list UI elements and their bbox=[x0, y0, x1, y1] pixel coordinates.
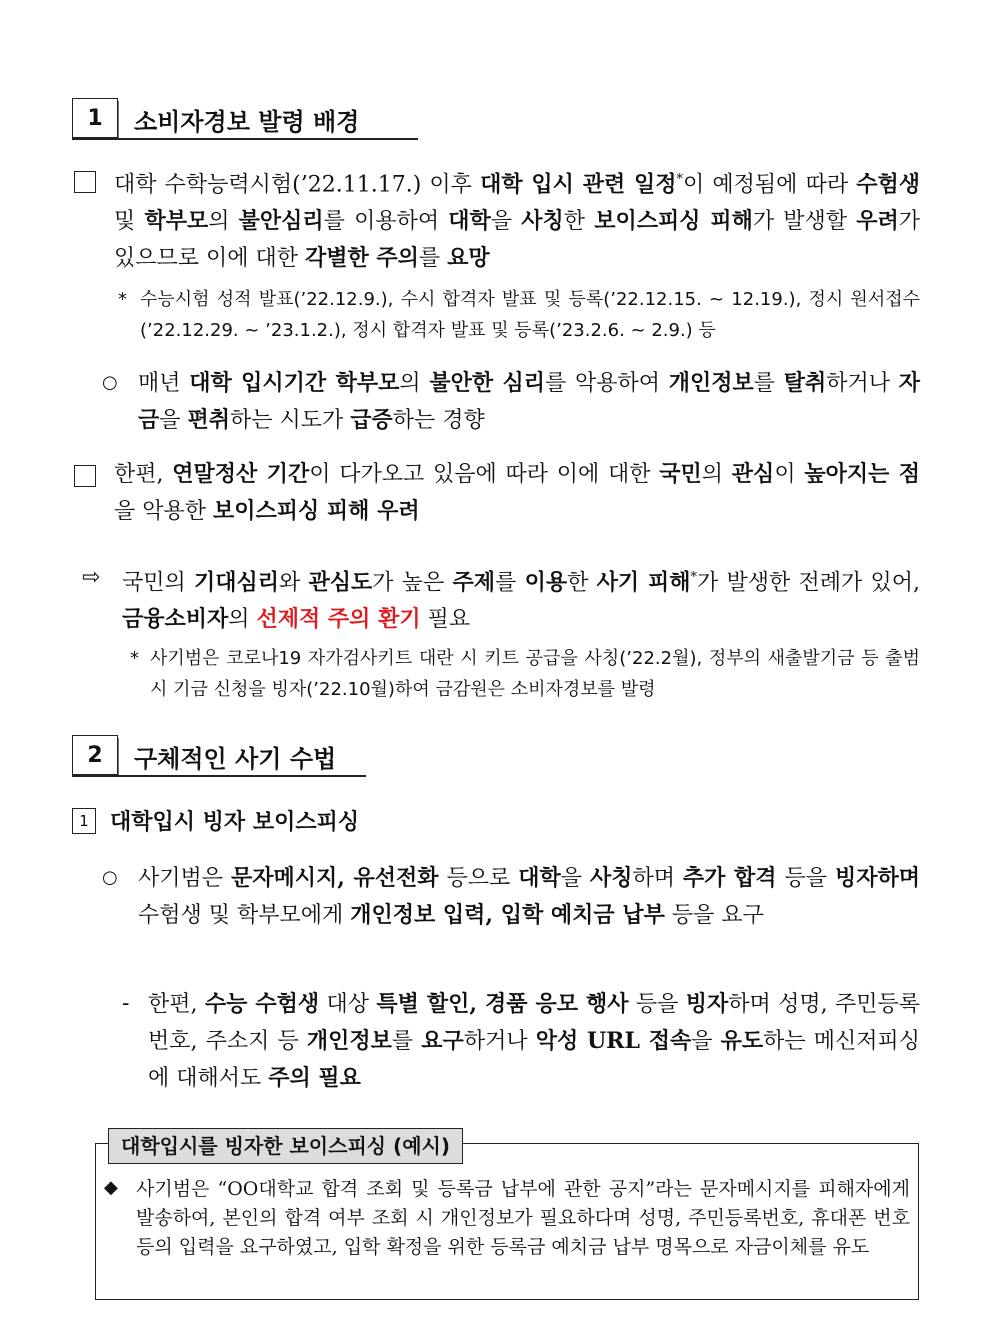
arrow-icon: ⇨ bbox=[82, 565, 101, 590]
text: 등을 bbox=[628, 992, 686, 1017]
emphasis: 주의 필요 bbox=[268, 1065, 361, 1091]
text: 수험생 및 학부모에게 bbox=[138, 903, 351, 928]
emphasis: 특별 할인, 경품 응모 행사 bbox=[376, 991, 629, 1017]
emphasis: 편취 bbox=[187, 407, 231, 433]
emphasis: 대학 bbox=[518, 865, 561, 891]
checkbox-bullet bbox=[74, 465, 96, 487]
text: 이 다가오고 있음에 따라 이에 대한 bbox=[309, 462, 660, 487]
footnote-1: 수능시험 성적 발표(’22.12.9.), 수시 합격자 발표 및 등록(’22.12.15. ~ 12.19.), 정시 원서접수(’22.12.29. ~ ’23.1.2.), 정시 합격자 발표 및 등록(’23.2.6. ~ 2.9.) 등 bbox=[140, 289, 920, 341]
subsection-number: 1 bbox=[72, 808, 96, 834]
text: 의 bbox=[208, 209, 239, 235]
highlight-red: 선제적 주의 환기 bbox=[256, 606, 421, 633]
emphasis: 자금 bbox=[138, 370, 921, 433]
paragraph-5 bbox=[148, 986, 920, 1097]
emphasis: 요망 bbox=[447, 245, 490, 272]
text: 와 bbox=[279, 570, 309, 596]
text: 및 bbox=[114, 209, 145, 235]
section-1-header bbox=[72, 98, 418, 138]
text: 한편, bbox=[114, 462, 173, 487]
emphasis: 불안한 심리 bbox=[429, 370, 545, 396]
emphasis: 사칭 bbox=[589, 865, 633, 891]
text: 를 bbox=[495, 570, 525, 596]
emphasis: 보이스피싱 피해 우려 bbox=[213, 498, 420, 524]
emphasis: 관심도 bbox=[308, 569, 373, 596]
footnote-marker: * bbox=[130, 648, 139, 669]
emphasis: 빙자하며 bbox=[834, 865, 920, 891]
section-2-header bbox=[72, 735, 366, 775]
text: 대상 bbox=[319, 992, 377, 1017]
text: 하는 메신저피싱에 대해서도 bbox=[148, 1029, 921, 1091]
section-underline bbox=[72, 138, 418, 140]
circle-bullet: ○ bbox=[102, 372, 118, 393]
text: 등을 bbox=[776, 866, 835, 891]
emphasis: 주제 bbox=[452, 569, 496, 596]
text: 의 bbox=[701, 462, 732, 487]
section-underline bbox=[72, 775, 366, 777]
subsection-title: 대학입시 빙자 보이스피싱 bbox=[110, 810, 360, 835]
emphasis: 기대심리 bbox=[194, 569, 280, 596]
text: 를 이용하여 bbox=[323, 209, 449, 235]
emphasis: 사칭 bbox=[521, 208, 564, 235]
text: 를 bbox=[753, 371, 784, 396]
emphasis: 우려 bbox=[856, 208, 899, 235]
paragraph-1b bbox=[138, 365, 920, 439]
text: 필요 bbox=[420, 607, 471, 633]
text: 을 bbox=[691, 1029, 721, 1054]
emphasis: 빙자 bbox=[685, 991, 729, 1017]
paragraph-3 bbox=[122, 560, 920, 638]
paragraph-4 bbox=[138, 860, 920, 934]
emphasis: 학부모 bbox=[144, 208, 209, 235]
emphasis: 국민 bbox=[659, 461, 702, 487]
emphasis: 높아지는 점 bbox=[804, 461, 921, 487]
emphasis: 유도 bbox=[720, 1028, 764, 1054]
emphasis: 이용 bbox=[524, 569, 568, 596]
text: 하거나 bbox=[826, 371, 899, 396]
text: 을 bbox=[560, 866, 590, 891]
text: 를 악용하여 bbox=[545, 371, 669, 396]
text: 의 bbox=[399, 371, 430, 396]
text: 하는 경향 bbox=[392, 408, 485, 433]
emphasis: 금융소비자 bbox=[122, 606, 229, 633]
footnote-2: 사기범은 코로나19 자가검사키트 대란 시 키트 공급을 사칭(’22.2월), 정부의 새출발기금 등 출범 시 기금 신청을 빙자(’22.10월)하여 금감원은 소비자경보를 발령 bbox=[150, 648, 920, 700]
text: 국민의 bbox=[122, 570, 195, 596]
emphasis: 연말정산 기간 bbox=[172, 461, 310, 487]
example-title: 대학입시를 빙자한 보이스피싱 (예시) bbox=[108, 1128, 463, 1164]
emphasis: 요구 bbox=[421, 1028, 464, 1054]
text: 한편, bbox=[148, 992, 205, 1017]
text: 등을 요구 bbox=[664, 903, 764, 928]
text: 이 bbox=[774, 462, 805, 487]
text: 매년 bbox=[138, 371, 190, 396]
section-title: 소비자경보 발령 배경 bbox=[134, 108, 360, 136]
emphasis: 개인정보 bbox=[668, 370, 754, 396]
emphasis: 대학 bbox=[448, 208, 491, 235]
emphasis: 보이스피싱 피해 bbox=[594, 208, 753, 235]
diamond-bullet-icon: ◆ bbox=[104, 1177, 118, 1198]
footnote-mark: * bbox=[690, 570, 697, 585]
text: 을 악용한 bbox=[114, 499, 213, 524]
checkbox-bullet bbox=[74, 171, 96, 193]
text: 가 있으므로 이에 대한 bbox=[114, 209, 920, 272]
text: 의 bbox=[228, 607, 257, 633]
circle-bullet: ○ bbox=[102, 867, 118, 888]
emphasis: 대학 입시기간 학부모 bbox=[189, 370, 400, 396]
emphasis: 개인정보 입력, 입학 예치금 납부 bbox=[350, 902, 665, 928]
emphasis: 추가 합격 bbox=[682, 865, 777, 891]
footnote-mark: * bbox=[676, 172, 684, 187]
footnote-marker: * bbox=[118, 289, 127, 310]
text: 하며 성명, 주민등록번호, 주소지 등 bbox=[148, 992, 920, 1054]
section-number: 2 bbox=[72, 735, 118, 775]
section-title: 구체적인 사기 수법 bbox=[134, 745, 337, 773]
text: 가 발생한 전례가 있어, bbox=[697, 570, 920, 596]
text: 한 bbox=[567, 570, 597, 596]
emphasis: 문자메시지, 유선전화 bbox=[230, 865, 439, 891]
text: 가 높은 bbox=[372, 570, 453, 596]
paragraph-1 bbox=[114, 162, 920, 277]
text: 사기범은 bbox=[138, 866, 231, 891]
emphasis: 각별한 주의 bbox=[305, 245, 419, 272]
emphasis: 탈취 bbox=[783, 370, 827, 396]
dash-bullet: - bbox=[122, 991, 130, 1016]
text: 가 발생할 bbox=[752, 209, 857, 235]
text: 를 bbox=[418, 246, 448, 272]
text: 을 bbox=[159, 408, 188, 433]
emphasis: 대학 입시 관련 일정 bbox=[480, 171, 677, 198]
emphasis: 악성 URL 접속 bbox=[535, 1028, 692, 1054]
text: 이 예정됨에 따라 bbox=[683, 172, 857, 198]
section-number: 1 bbox=[72, 98, 118, 138]
emphasis: 급증 bbox=[350, 407, 393, 433]
text: 를 bbox=[391, 1029, 422, 1054]
text: 대학 수학능력시험(’22.11.17.) 이후 bbox=[114, 172, 481, 198]
emphasis: 사기 피해 bbox=[596, 569, 691, 596]
emphasis: 수험생 bbox=[856, 171, 920, 198]
text: 하며 bbox=[632, 866, 683, 891]
text: 등으로 bbox=[438, 866, 519, 891]
text: 하거나 bbox=[463, 1029, 536, 1054]
example-text: 사기범은 “OO대학교 합격 조회 및 등록금 납부에 관한 공지”라는 문자메시지를 피해자에게 발송하여, 본인의 합격 여부 조회 시 개인정보가 필요하다며 성명, 주민등록번호, 휴대폰 번호 등의 입력을 요구하였고, 입학 확정을 위한 등록금 예치금 납부 명목으로 자금이체를 유도 bbox=[136, 1178, 910, 1258]
paragraph-2 bbox=[114, 456, 920, 530]
emphasis: 불안심리 bbox=[238, 208, 324, 235]
emphasis: 수능 수험생 bbox=[204, 991, 320, 1017]
emphasis: 개인정보 bbox=[306, 1028, 392, 1054]
text: 한 bbox=[563, 209, 595, 235]
text: 하는 시도가 bbox=[230, 408, 351, 433]
emphasis: 관심 bbox=[731, 461, 775, 487]
text: 을 bbox=[490, 209, 522, 235]
